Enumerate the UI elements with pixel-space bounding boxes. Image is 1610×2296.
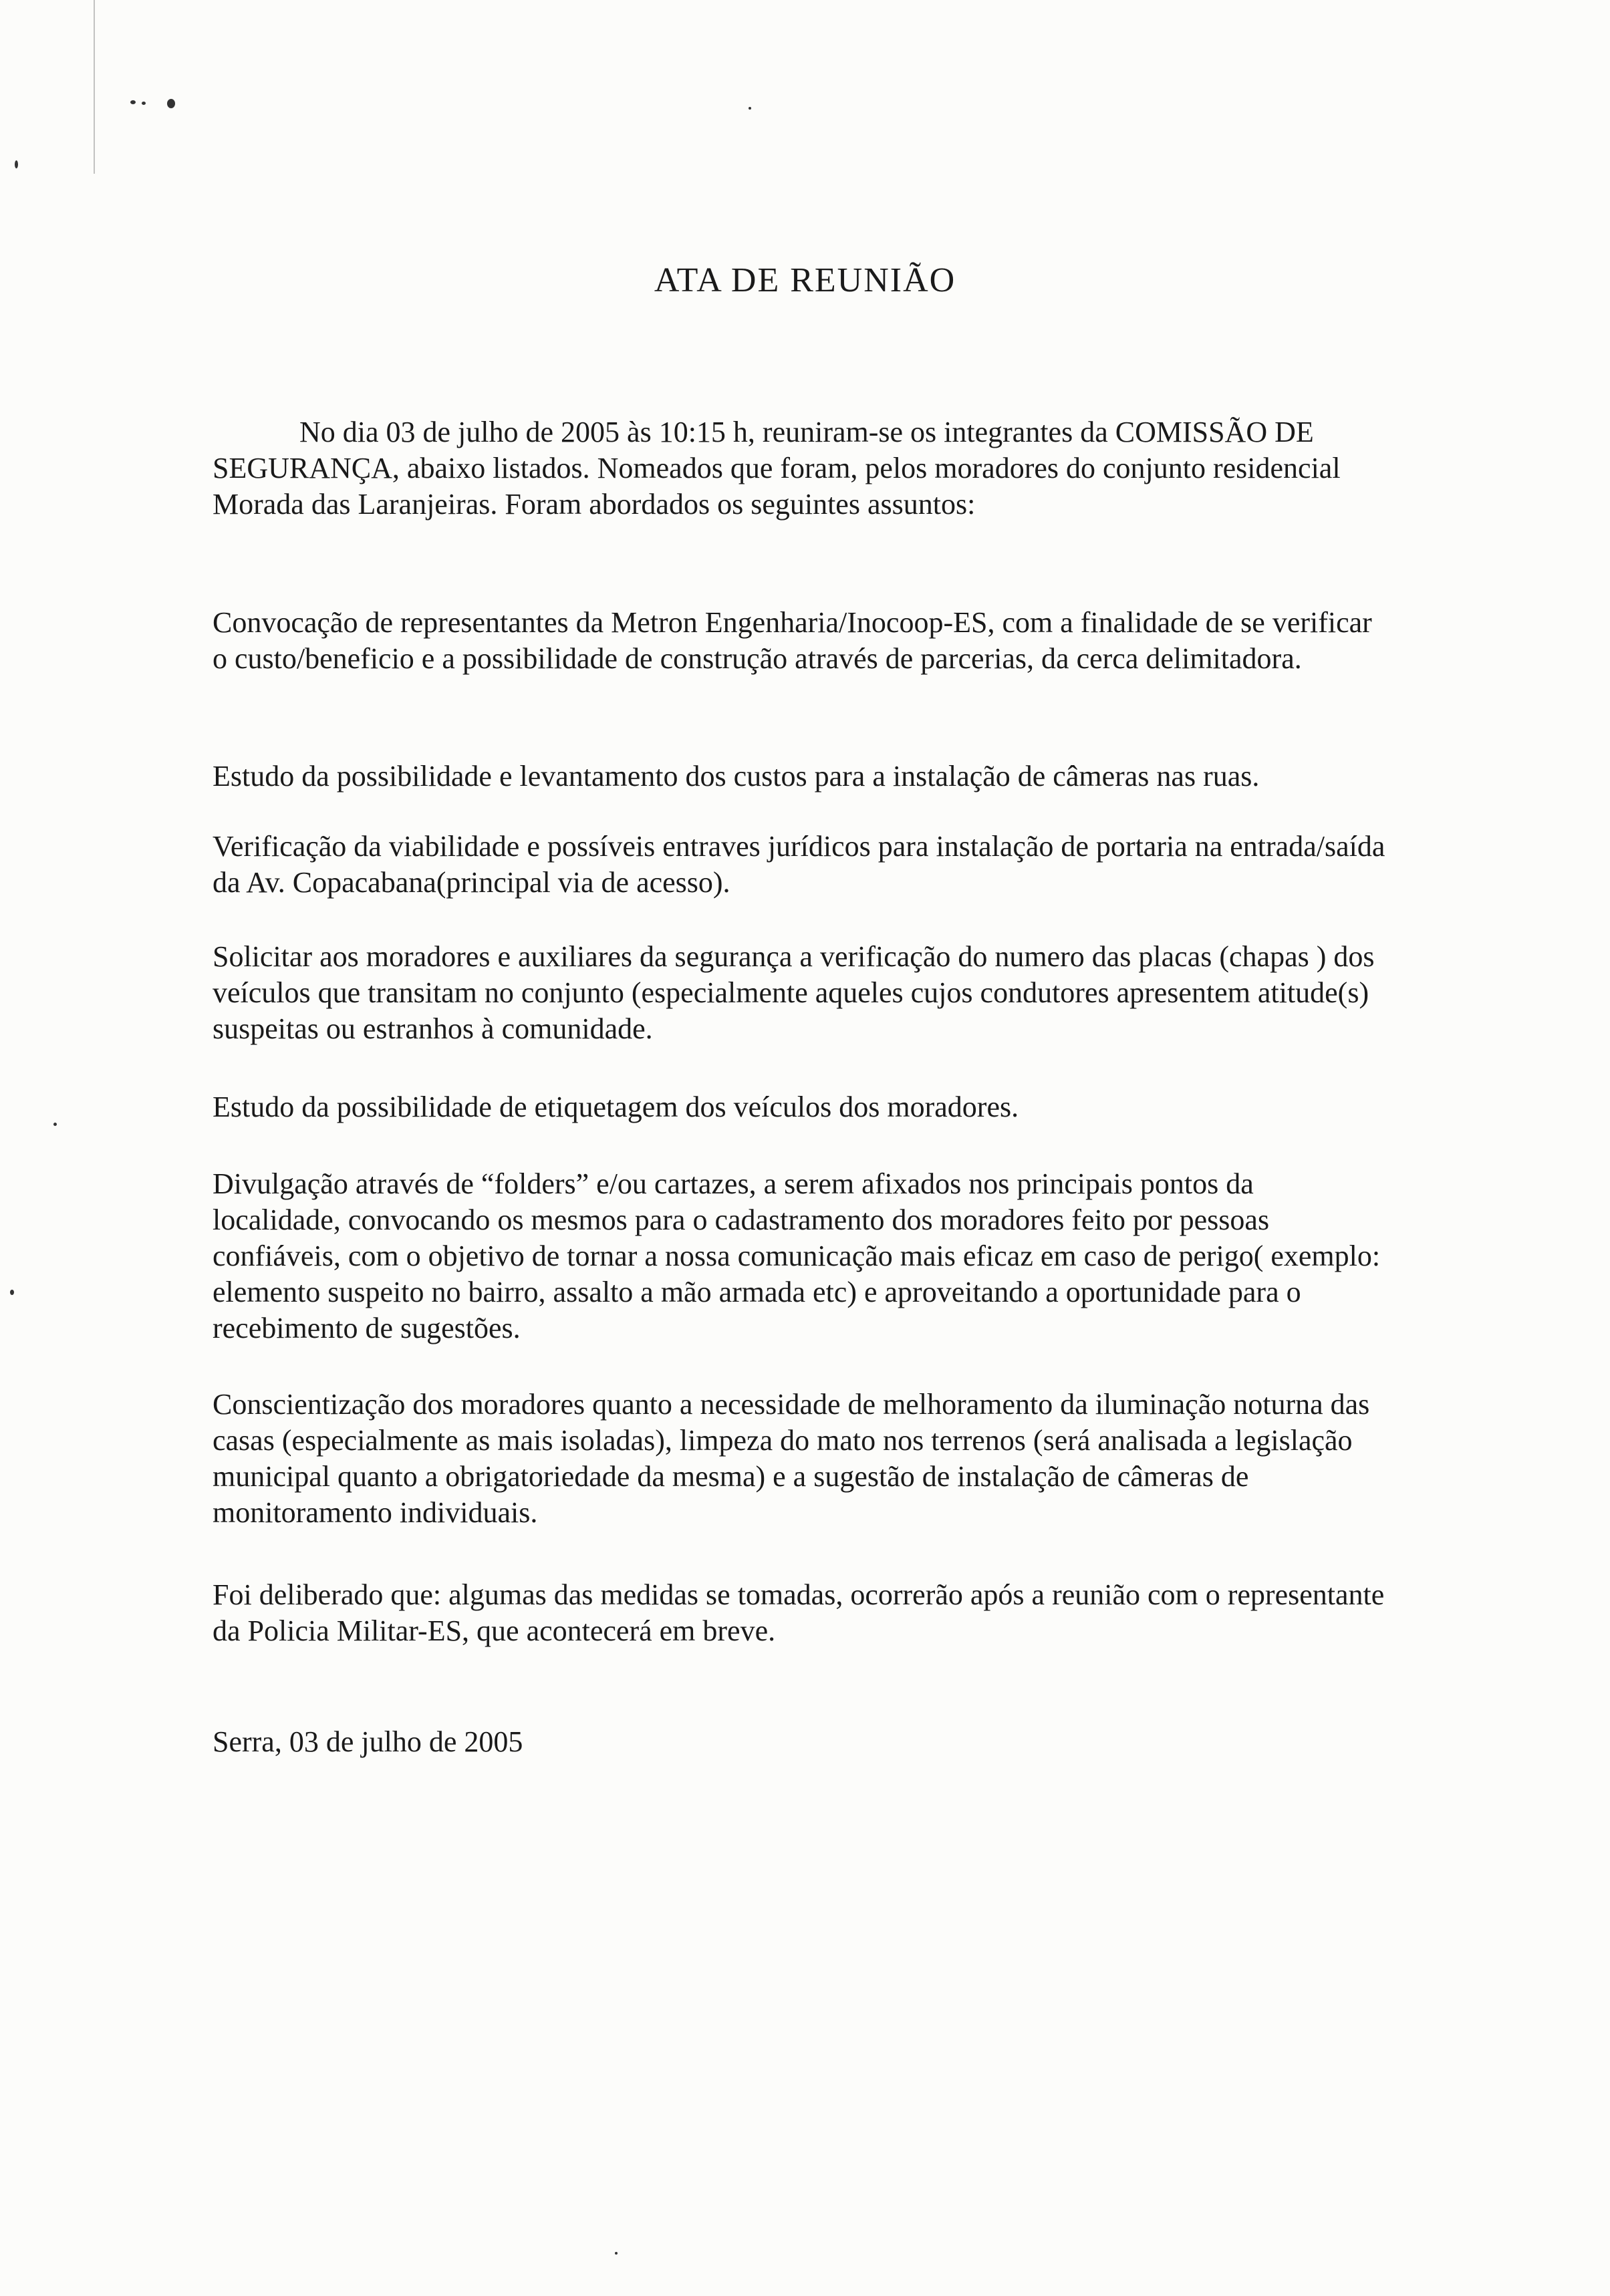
agenda-item: Estudo da possibilidade e levantamento dos custos para a instalação de câmeras nas ruas. [213,760,1260,793]
scan-speck [53,1123,57,1126]
agenda-item: Convocação de representantes da Metron Engenharia/Inocoop-ES, com a finalidade de se verificar o custo/beneficio e a possibilidade de construção através de parcerias, da cerca delimitadora. [213,606,1372,675]
place-date: Serra, 03 de julho de 2005 [213,1725,523,1758]
scan-speck [15,160,18,168]
scan-speck [130,100,136,104]
document-title: ATA DE REUNIÃO [654,261,956,299]
scan-speck [615,2252,618,2255]
agenda-item: Verificação da viabilidade e possíveis entraves jurídicos para instalação de portaria na entrada/saída da Av. Copacabana(principal via de acesso). [213,830,1385,899]
agenda-item: Divulgação através de “folders” e/ou cartazes, a serem afixados nos principais pontos da localidade, convocando os mesmos para o cadastramento dos moradores feito por pessoas confiáveis, com o objetivo de tornar a nossa comunicação mais eficaz em caso de perigo( exemplo: elemento suspeito no bairro, assalto a mão armada etc) e aproveitando a oportunidade para o recebimento de sugestões. [213,1167,1381,1344]
agenda-item: Estudo da possibilidade de etiquetagem dos veículos dos moradores. [213,1091,1019,1123]
scan-speck [167,99,175,108]
scan-speck [10,1290,14,1295]
intro-paragraph: No dia 03 de julho de 2005 às 10:15 h, reuniram-se os integrantes da COMISSÃO DE SEGURANÇA, abaixo listados. Nomeados que foram, pelos moradores do conjunto residencial Morada das Laranjeiras. Foram abordados os seguintes assuntos: [213,416,1341,521]
agenda-item: Solicitar aos moradores e auxiliares da segurança a verificação do numero das placas (chapas ) dos veículos que transitam no conjunto (especialmente aqueles cujos condutores apresentem atitude(s) suspeitas ou estranhos à comunidade. [213,940,1375,1045]
scan-speck [142,102,146,105]
scan-speck [749,107,751,110]
agenda-item: Conscientização dos moradores quanto a necessidade de melhoramento da iluminação noturna das casas (especialmente as mais isoladas), limpeza do mato nos terrenos (será analisada a legislação municipal quanto a obrigatoriedade da mesma) e a sugestão de instalação de câmeras de monitoramento individuais. [213,1388,1370,1529]
conclusion-paragraph: Foi deliberado que: algumas das medidas se tomadas, ocorrerão após a reunião com o representante da Policia Militar-ES, que acontecerá em breve. [213,1578,1385,1647]
scan-edge-mark [94,0,95,174]
